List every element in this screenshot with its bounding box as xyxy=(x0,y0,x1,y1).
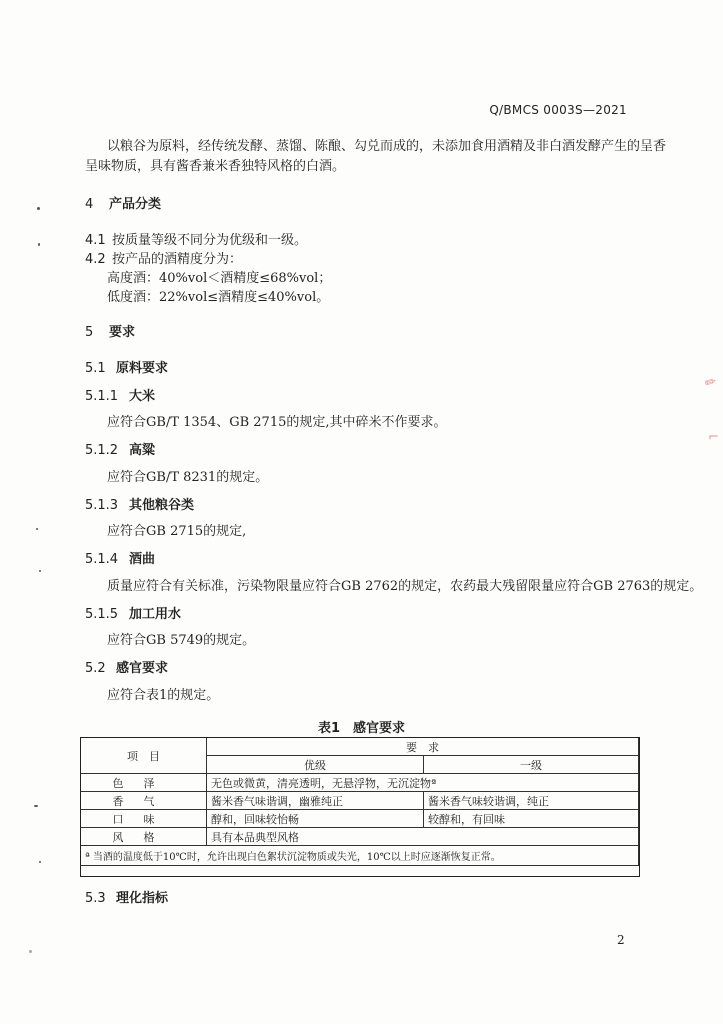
section-number: 5.1.5 xyxy=(85,607,119,622)
scan-speck xyxy=(34,805,38,807)
row-premium: 醇和，回味较怡畅 xyxy=(207,810,424,828)
section-5-3-heading xyxy=(85,887,168,906)
section-number: 5.3 xyxy=(85,891,106,906)
section-title: 高粱 xyxy=(129,443,156,458)
section-title: 酒曲 xyxy=(129,552,156,567)
header-premium: 优级 xyxy=(207,756,424,774)
scan-speck xyxy=(37,207,40,210)
section-number: 5.1.1 xyxy=(85,389,119,404)
section-title: 加工用水 xyxy=(129,607,182,622)
intro-line-1: 以粮谷为原料，经传统发酵、蒸馏、陈酿、勾兑而成的，未添加食用酒精及非白酒发酵产生的呈香 xyxy=(107,139,667,154)
table-footnote: ª 当酒的温度低于10℃时，允许出现白色絮状沉淀物质或失光，10℃以上时应逐渐恢复正常。 xyxy=(81,846,639,866)
alcohol-low-line: 低度酒：22%vol≤酒精度≤40%vol。 xyxy=(107,290,330,305)
section-5-heading xyxy=(85,321,135,340)
table-row xyxy=(81,792,639,810)
section-title: 大米 xyxy=(129,389,156,404)
header-item: 项 目 xyxy=(81,738,207,774)
section-number: 4 xyxy=(85,197,94,212)
section-title: 原料要求 xyxy=(116,361,169,376)
section-number: 5.1 xyxy=(85,361,106,376)
clause-4-2 xyxy=(85,248,242,267)
section-number: 5.1.2 xyxy=(85,443,119,458)
rice-requirement: 应符合GB/T 1354、GB 2715的规定,其中碎米不作要求。 xyxy=(107,415,447,430)
header-requirement: 要 求 xyxy=(207,738,639,756)
header-first-grade: 一级 xyxy=(424,756,639,774)
row-first-grade: 较醇和，有回味 xyxy=(424,810,639,828)
row-item: 口味 xyxy=(81,810,207,828)
section-5-1-4-heading xyxy=(85,548,155,567)
sorghum-requirement: 应符合GB/T 8231的规定。 xyxy=(107,470,269,485)
water-requirement: 应符合GB 5749的规定。 xyxy=(107,633,256,648)
scan-speck xyxy=(39,861,41,863)
row-premium: 具有本品典型风格 xyxy=(207,828,639,846)
intro-line-2: 呈味物质，具有酱香兼米香独特风格的白酒。 xyxy=(85,159,346,174)
clause-number: 4.1 xyxy=(85,233,106,248)
section-number: 5.1.3 xyxy=(85,498,119,513)
section-number: 5 xyxy=(85,325,94,340)
clause-text: 按质量等级不同分为优级和一级。 xyxy=(112,233,308,248)
alcohol-high-line: 高度酒：40%vol＜酒精度≤68%vol； xyxy=(107,271,332,286)
scan-speck xyxy=(36,528,38,530)
stamp-fragment-icon: ✎ xyxy=(702,374,721,391)
table-row xyxy=(81,828,639,846)
section-title: 其他粮谷类 xyxy=(129,498,195,513)
row-item: 香气 xyxy=(81,792,207,810)
section-number: 5.2 xyxy=(85,661,106,676)
scan-speck xyxy=(38,243,40,246)
clause-4-1 xyxy=(85,229,307,248)
row-item: 色泽 xyxy=(81,774,207,792)
clause-number: 4.2 xyxy=(85,252,106,267)
koji-requirement: 质量应符合有关标准，污染物限量应符合GB 2762的规定，农药最大残留限量应符合GB 2763的规定。 xyxy=(107,579,703,594)
scan-speck xyxy=(39,570,41,572)
section-5-2-heading xyxy=(85,657,168,676)
document-number: Q/BMCS 0003S—2021 xyxy=(489,103,627,117)
row-first-grade: 酱米香气味较谐调，纯正 xyxy=(424,792,639,810)
section-title: 产品分类 xyxy=(109,197,162,212)
table-row xyxy=(81,774,639,792)
section-5-1-2-heading xyxy=(85,439,155,458)
section-number: 5.1.4 xyxy=(85,552,119,567)
section-5-1-5-heading xyxy=(85,603,181,622)
section-5-1-heading xyxy=(85,357,168,376)
row-premium: 无色或微黄，清亮透明，无悬浮物，无沉淀物ª xyxy=(207,774,639,792)
other-grains-requirement: 应符合GB 2715的规定, xyxy=(107,524,247,539)
sensory-reference: 应符合表1的规定。 xyxy=(107,688,220,703)
section-title: 理化指标 xyxy=(116,891,169,906)
scan-speck xyxy=(29,950,32,953)
page-number: 2 xyxy=(617,933,625,947)
clause-text: 按产品的酒精度分为： xyxy=(112,252,243,267)
table-caption: 表1 感官要求 xyxy=(317,721,406,736)
table-row xyxy=(81,810,639,828)
table-header-row xyxy=(81,738,639,756)
row-premium: 酱米香气味谐调，幽雅纯正 xyxy=(207,792,424,810)
sensory-table xyxy=(80,737,639,866)
section-title: 要求 xyxy=(109,325,136,340)
row-item: 风格 xyxy=(81,828,207,846)
table-note-row xyxy=(81,846,639,866)
section-4-heading xyxy=(85,193,161,212)
section-title: 感官要求 xyxy=(116,661,169,676)
section-5-1-3-heading xyxy=(85,494,194,513)
section-5-1-1-heading xyxy=(85,385,155,404)
stamp-fragment-icon: ⌐ xyxy=(708,430,719,445)
